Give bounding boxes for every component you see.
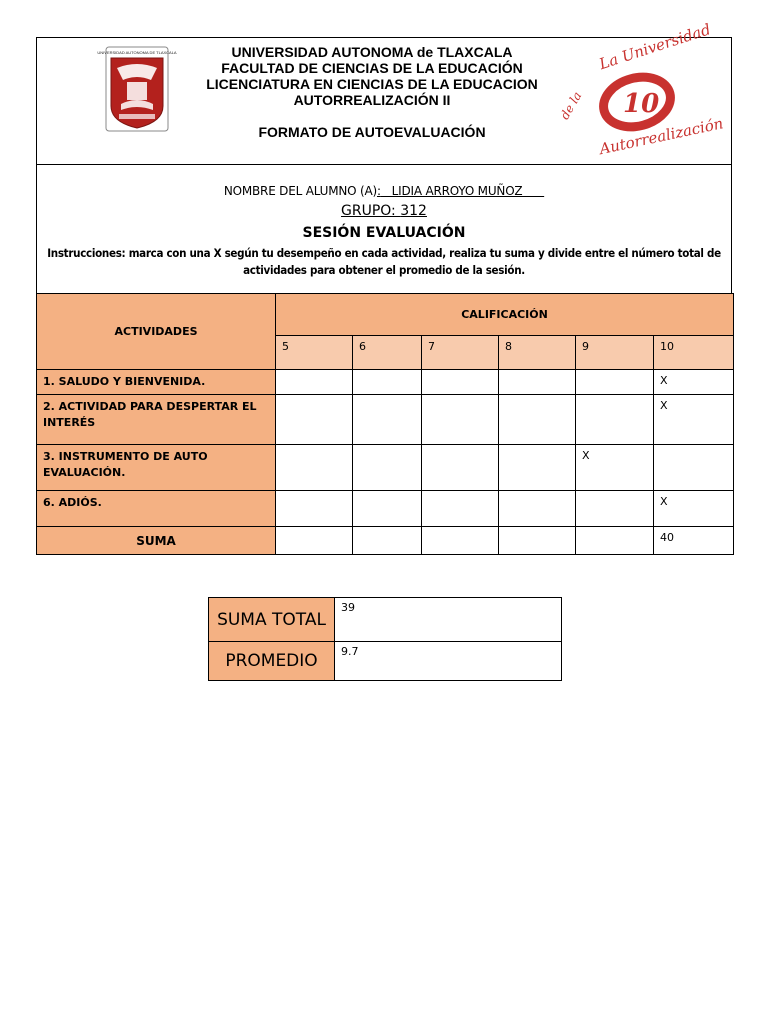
university-crest-logo bbox=[97, 46, 177, 132]
table-row bbox=[37, 491, 734, 527]
instructions-text: Instrucciones: marca con una X según tu desempeño en cada actividad, realiza tu suma y divide entre el número total de actividades para obtener el promedio de la sesión. bbox=[47, 246, 721, 277]
grade-cell bbox=[499, 370, 576, 395]
student-name-colon: : bbox=[376, 184, 381, 198]
grade-cell bbox=[276, 370, 353, 395]
autorrealizacion-seal-logo bbox=[557, 20, 725, 160]
faculty-name: FACULTAD DE CIENCIAS DE LA EDUCACIÓN bbox=[221, 60, 523, 76]
student-name-label: NOMBRE DEL ALUMNO (A) bbox=[223, 184, 377, 198]
evaluation-table bbox=[36, 293, 734, 555]
svg-text:10: 10 bbox=[623, 89, 660, 119]
grade-cell bbox=[276, 445, 353, 491]
student-name-line bbox=[37, 184, 731, 198]
score-header-8: 8 bbox=[499, 336, 576, 370]
grade-cell: X bbox=[654, 370, 734, 395]
score-header-10: 10 bbox=[654, 336, 734, 370]
student-info-box bbox=[36, 165, 732, 294]
group-label: GRUPO: bbox=[341, 203, 401, 219]
sum-cell bbox=[499, 527, 576, 555]
average-value: 9.7 bbox=[335, 642, 562, 681]
activity-label: 3. INSTRUMENTO DE AUTO EVALUACIÓN. bbox=[37, 445, 276, 491]
header-box bbox=[36, 20, 732, 165]
crest-caption: UNIVERSIDAD AUTONOMA DE TLAXCALA bbox=[97, 50, 177, 55]
grade-cell bbox=[499, 395, 576, 445]
activity-label: 6. ADIÓS. bbox=[37, 491, 276, 527]
score-header-7: 7 bbox=[422, 336, 499, 370]
grade-cell bbox=[276, 395, 353, 445]
grade-cell bbox=[422, 491, 499, 527]
score-header-5: 5 bbox=[276, 336, 353, 370]
format-title: FORMATO DE AUTOEVALUACIÓN bbox=[258, 124, 486, 140]
degree-name: LICENCIATURA EN CIENCIAS DE LA EDUCACION bbox=[206, 76, 538, 92]
activities-header: ACTIVIDADES bbox=[37, 294, 276, 370]
group-value: 312 bbox=[400, 203, 427, 219]
sum-cell: 40 bbox=[654, 527, 734, 555]
grade-cell bbox=[422, 395, 499, 445]
grade-cell bbox=[576, 370, 654, 395]
grade-cell: X bbox=[654, 395, 734, 445]
sum-cell bbox=[422, 527, 499, 555]
seal-text-left: de la bbox=[557, 89, 585, 122]
grade-cell bbox=[422, 445, 499, 491]
grade-cell: X bbox=[576, 445, 654, 491]
grade-cell bbox=[353, 445, 422, 491]
grade-cell bbox=[353, 370, 422, 395]
sum-cell bbox=[276, 527, 353, 555]
grade-cell bbox=[654, 445, 734, 491]
university-name: UNIVERSIDAD AUTONOMA de TLAXCALA bbox=[231, 44, 513, 60]
grade-cell bbox=[576, 395, 654, 445]
grade-cell bbox=[353, 491, 422, 527]
activity-label: 1. SALUDO Y BIENVENIDA. bbox=[37, 370, 276, 395]
table-row bbox=[37, 395, 734, 445]
score-header-9: 9 bbox=[576, 336, 654, 370]
header-title-block bbox=[187, 44, 557, 140]
score-header-6: 6 bbox=[353, 336, 422, 370]
total-sum-label: SUMA TOTAL bbox=[209, 598, 335, 642]
grade-cell bbox=[422, 370, 499, 395]
session-title: SESIÓN EVALUACIÓN bbox=[302, 225, 466, 241]
group-line bbox=[37, 203, 731, 219]
seal-text-top: La Universidad bbox=[596, 20, 713, 74]
table-row bbox=[37, 445, 734, 491]
grade-cell bbox=[576, 491, 654, 527]
seal-text-bottom: Autorrealización bbox=[597, 114, 725, 159]
average-label: PROMEDIO bbox=[209, 642, 335, 681]
grade-cell bbox=[276, 491, 353, 527]
grade-cell bbox=[499, 491, 576, 527]
sum-cell bbox=[353, 527, 422, 555]
grade-cell: X bbox=[654, 491, 734, 527]
grade-cell bbox=[353, 395, 422, 445]
sum-cell bbox=[576, 527, 654, 555]
activity-label: 2. ACTIVIDAD PARA DESPERTAR EL INTERÉS bbox=[37, 395, 276, 445]
table-row bbox=[37, 370, 734, 395]
student-name-value: LIDIA ARROYO MUÑOZ bbox=[380, 184, 545, 198]
grade-cell bbox=[499, 445, 576, 491]
grade-header: CALIFICACIÓN bbox=[276, 294, 734, 336]
sum-row bbox=[37, 527, 734, 555]
course-name: AUTORREALIZACIÓN II bbox=[293, 92, 451, 108]
total-sum-value: 39 bbox=[335, 598, 562, 642]
sum-label: SUMA bbox=[37, 527, 276, 555]
totals-table bbox=[208, 597, 562, 681]
